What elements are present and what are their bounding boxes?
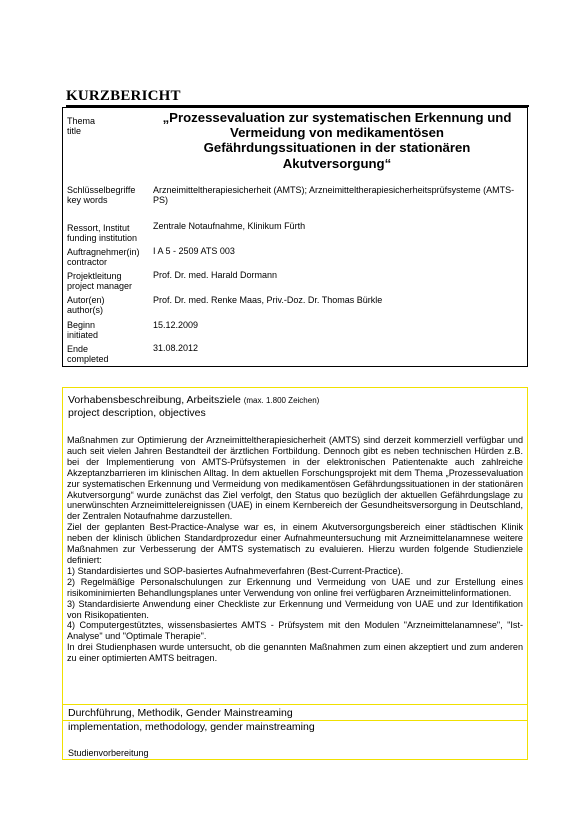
keywords-label-en: key words — [67, 195, 108, 205]
institution-value: Zentrale Notaufnahme, Klinikum Fürth — [153, 221, 306, 231]
institution-label-de: Ressort, Institut — [67, 223, 130, 233]
description-subheading: project description, objectives — [68, 407, 206, 419]
start-value: 15.12.2009 — [153, 320, 199, 330]
description-body — [67, 435, 523, 664]
study-goal-item: 4) Computergestütztes, wissensbasiertes AMTS - Prüfsystem mit den Modulen "Arzneimittelanamnese", "Ist-Analyse" und "Optimale Therapie". — [67, 620, 523, 642]
implementation-box — [62, 704, 528, 760]
study-goal-item: 3) Standardisierte Anwendung einer Checkliste zur Erkennung und Vermeidung von UAE und zur Identifikation von Risikopatienten. — [67, 598, 523, 620]
implementation-subheading: implementation, methodology, gender mainstreaming — [68, 721, 315, 733]
authors-label-en: author(s) — [67, 305, 104, 315]
title-label: title — [67, 126, 82, 136]
institution-label-en: funding institution — [67, 233, 138, 243]
keywords-label-de: Schlüsselbegriffe — [67, 185, 136, 195]
implementation-first-line: Studienvorbereitung — [68, 748, 149, 758]
description-box — [62, 387, 528, 721]
description-paragraph: Ziel der geplanten Best-Practice-Analyse war es, in einem Akutversorgungsbereich einer städtischen Klinik neben der klinisch üblichen Standardprozedur einer Aufnahmeuntersuchung mit Arzneimittelanamnese weitere Maßnahmen zur Verbesserung der AMTS systematisch zu evaluieren. Hierzu wurden folgende Studienziele definiert: — [67, 522, 523, 565]
authors-label-de: Autor(en) — [67, 295, 105, 305]
thema-label: Thema — [67, 116, 96, 126]
keywords-value: Arzneimitteltherapiesicherheit (AMTS); Arzneimitteltherapiesicherheitsprüfsysteme (AMTS-PS) — [153, 185, 515, 205]
description-heading — [68, 394, 319, 407]
start-label-de: Beginn — [67, 320, 96, 330]
contractor-label-de: Auftragnehmer(in) — [67, 247, 140, 257]
study-goal-item: 2) Regelmäßige Personalschulungen zur Erkennung und Vermeidung von UAE und zur Erstellung eines risikominimierten Behandlungsplanes unter Verwendung von online frei verfügbaren Arzneimittelinformationen. — [67, 576, 523, 598]
contractor-label-en: contractor — [67, 257, 108, 267]
authors-value: Prof. Dr. med. Renke Maas, Priv.-Doz. Dr. Thomas Bürkle — [153, 295, 383, 305]
project-title: „Prozessevaluation zur systematischen Erkennung und Vermeidung von medikamentösen Gefährdungssituationen in der stationären Akutversorgung“ — [162, 110, 512, 171]
report-heading: KURZBERICHT — [66, 88, 181, 104]
implementation-heading: Durchführung, Methodik, Gender Mainstreaming — [68, 707, 293, 719]
description-paragraph: In drei Studienphasen wurde untersucht, ob die genannten Maßnahmen zum einen akzeptiert und zum anderen zu einer optimierten AMTS beitragen. — [67, 642, 523, 664]
end-value: 31.08.2012 — [153, 343, 199, 353]
description-heading-text: Vorhabensbeschreibung, Arbeitsziele — [68, 394, 241, 406]
description-heading-note: (max. 1.800 Zeichen) — [243, 396, 320, 405]
end-label-de: Ende — [67, 344, 89, 354]
manager-value: Prof. Dr. med. Harald Dormann — [153, 270, 278, 280]
manager-label-en: project manager — [67, 281, 133, 291]
start-label-en: initiated — [67, 330, 99, 340]
manager-label-de: Projektleitung — [67, 271, 122, 281]
study-goal-item: 1) Standardisiertes und SOP-basiertes Aufnahmeverfahren (Best-Current-Practice). — [67, 565, 404, 576]
metadata-table — [62, 107, 528, 367]
end-label-en: completed — [67, 354, 109, 364]
contractor-value: I A 5 - 2509 ATS 003 — [153, 246, 235, 256]
description-paragraph: Maßnahmen zur Optimierung der Arzneimitteltherapiesicherheit (AMTS) sind derzeit kommerziell verfügbar und auch seit vielen Jahren Bestandteil der ärztlichen Fortbildung. Dennoch gibt es neben technischen Hürden z.B. bei der Implementierung von AMTS-Prüfsystemen in der elektronischen Patientenakte auch zahlreiche Akzeptanzbarrieren im klinischen Alltag. In dem aktuellen Forschungsprojekt mit dem Thema „Prozessevaluation zur systematischen Erkennung und Vermeidung von medikamentösen Gefährdungssituationen in der stationären Akutversorgung“ wurde zunächst das Ziel verfolgt, den Status quo bezüglich der aktuellen Gefährdungslage zu unerwünschten Arzneimittelereignissen (UAE) in einem Kernbereich der Gesundheitsversorgung in Deutschland, der Zentralen Notaufnahme darzustellen. — [67, 435, 523, 522]
